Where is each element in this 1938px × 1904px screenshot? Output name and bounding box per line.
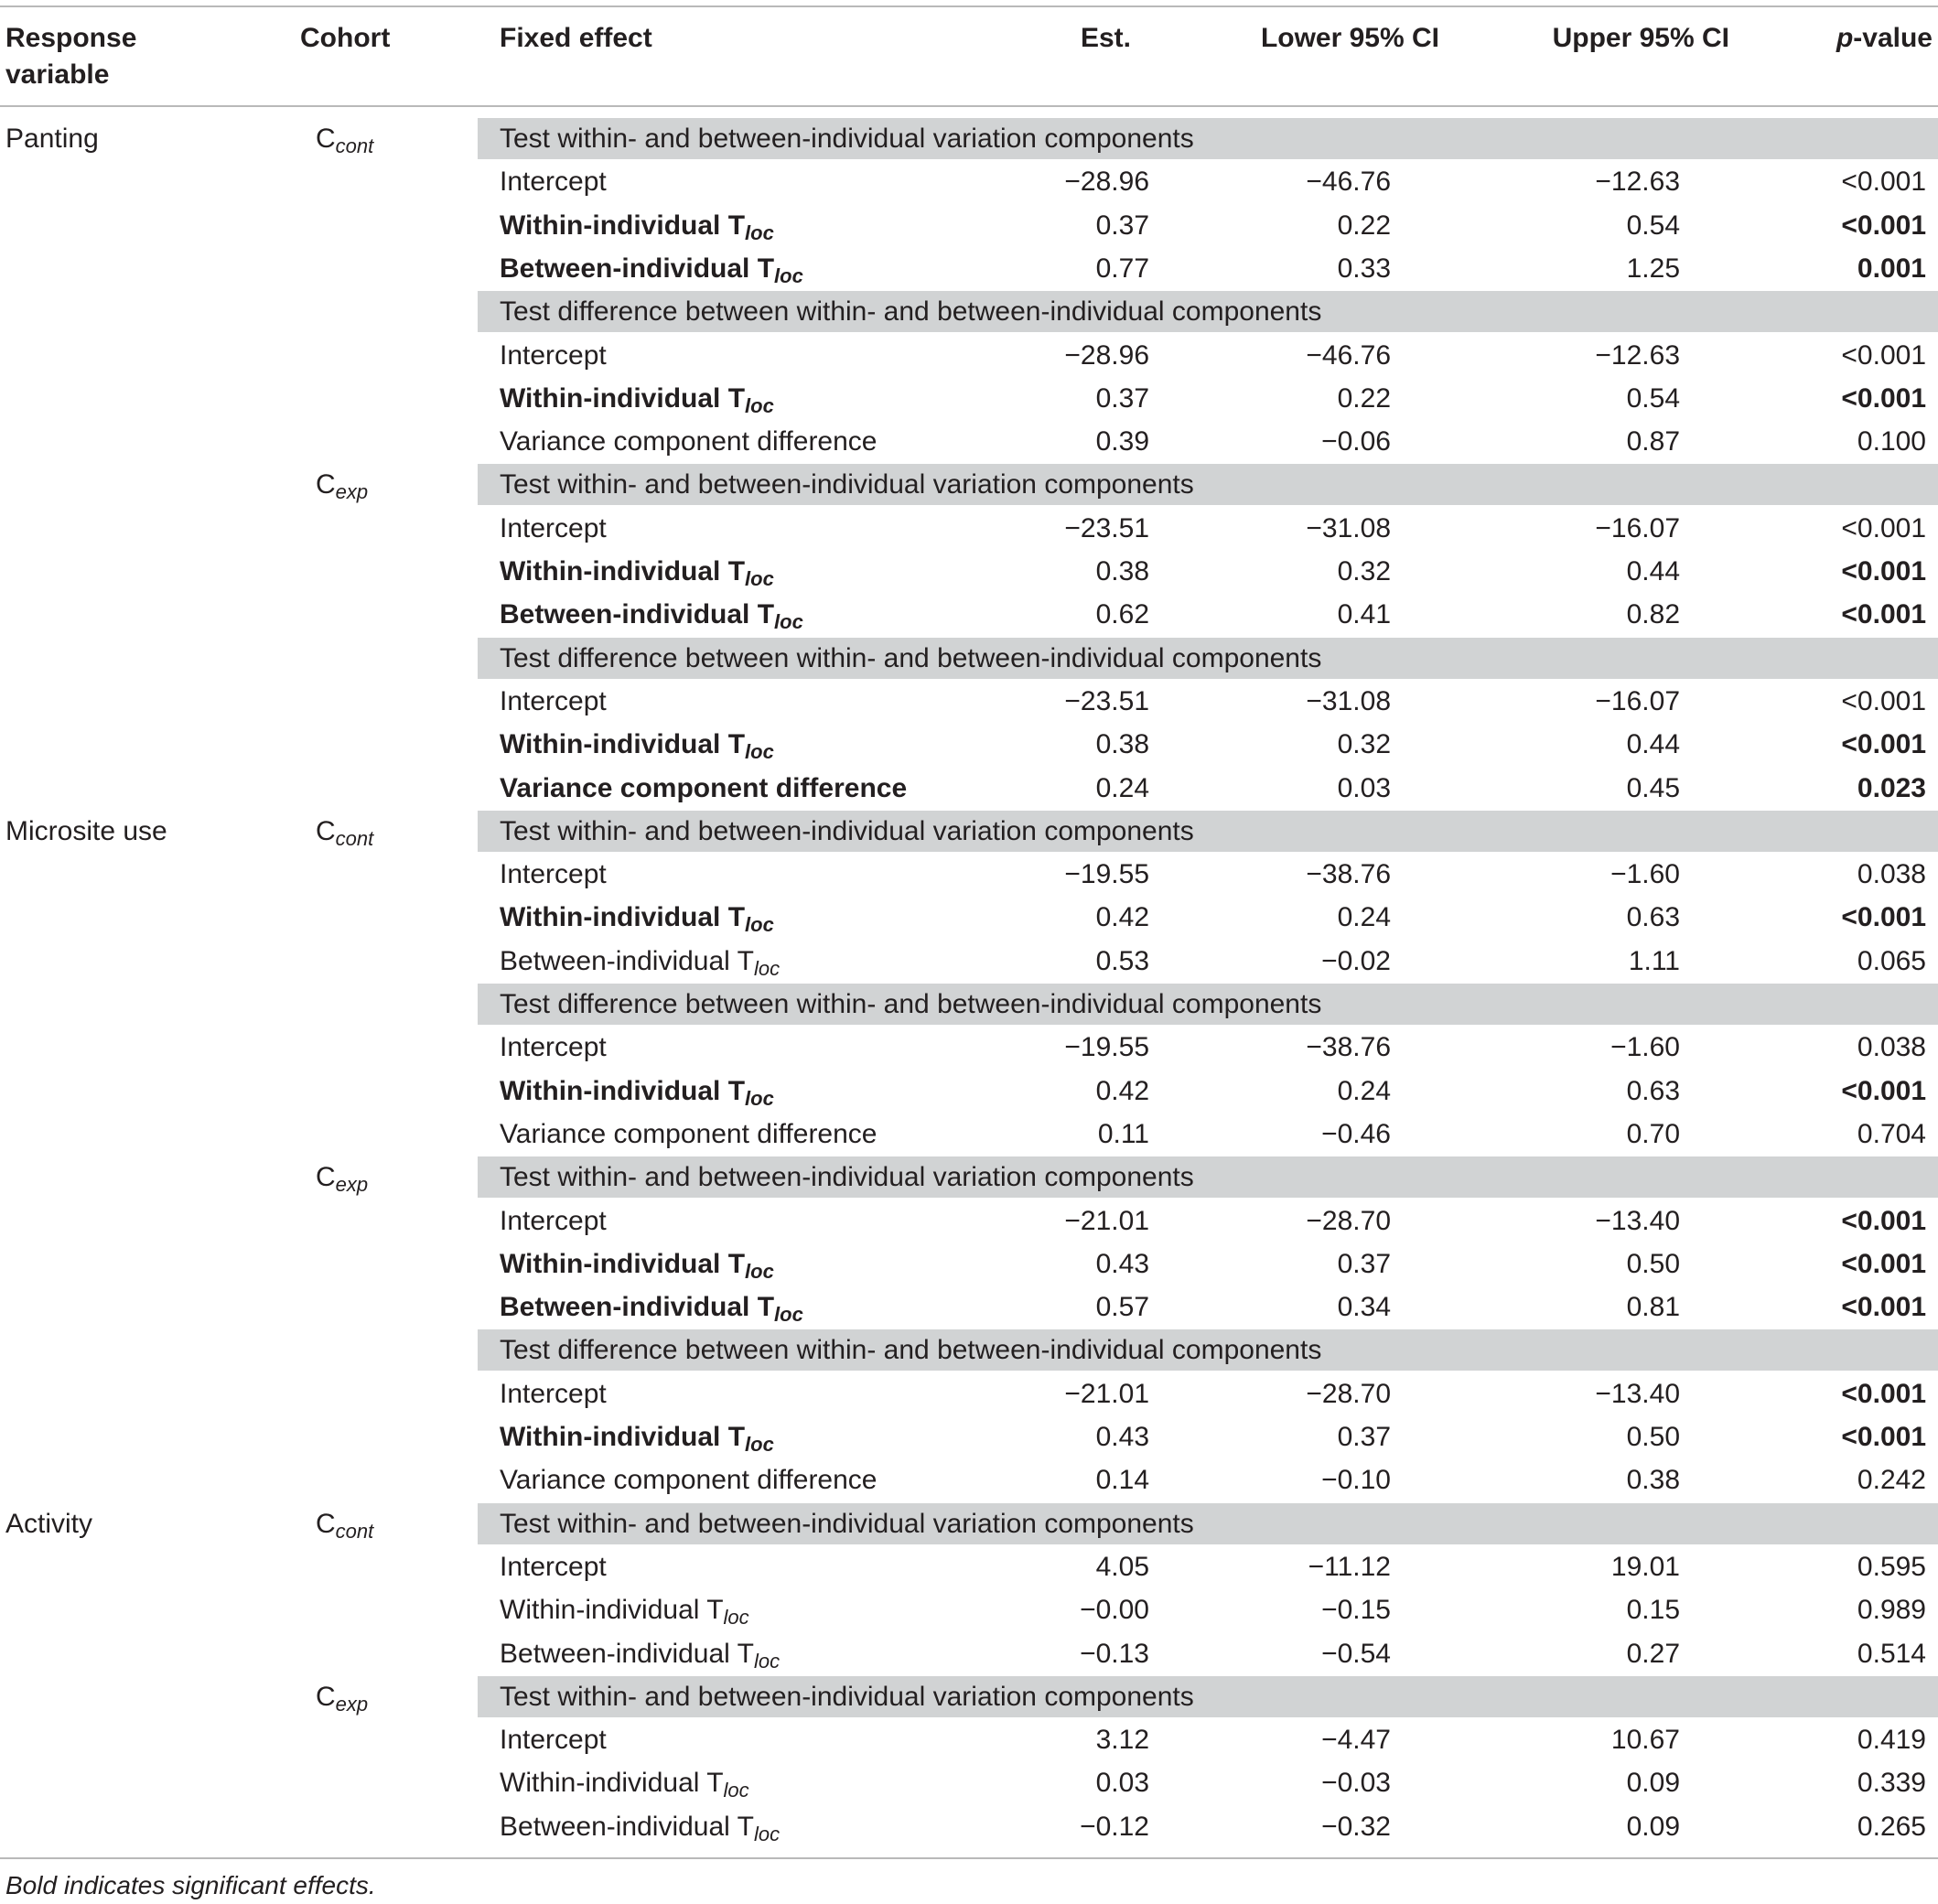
p-value-cell: <0.001 (1841, 1292, 1926, 1323)
section-row (0, 290, 1938, 333)
fixed-effect-text: Intercept (500, 1032, 607, 1063)
fixed-effect-text: Between-individual T (500, 945, 754, 976)
estimate-cell: 0.42 (1095, 1075, 1149, 1106)
estimate-cell: 0.43 (1095, 1248, 1149, 1279)
estimate-cell: 3.12 (1095, 1725, 1149, 1756)
p-value-cell: 0.038 (1857, 1032, 1926, 1063)
fixed-effect-subscript: loc (774, 610, 803, 634)
lower-ci-cell: 0.32 (1337, 556, 1391, 586)
table-row (0, 680, 1938, 723)
cohort-letter: C (316, 1162, 336, 1193)
section-label: Test within- and between-individual variation components (500, 815, 1194, 846)
estimate-cell: 0.24 (1095, 772, 1149, 803)
upper-ci-cell: 0.63 (1626, 1075, 1680, 1106)
fixed-effect-cell (500, 1205, 607, 1238)
lower-ci-cell: 0.34 (1337, 1292, 1391, 1323)
lower-ci-cell: −0.32 (1321, 1811, 1391, 1842)
table-row (0, 1545, 1938, 1588)
table-row (0, 550, 1938, 593)
fixed-effect-text: Variance component difference (500, 1465, 877, 1496)
p-value-cell: <0.001 (1841, 1075, 1926, 1106)
fixed-effect-cell (500, 901, 774, 937)
header-lower-ci: Lower 95% CI (1260, 23, 1439, 53)
cohort-cell (316, 468, 369, 504)
cohort-cell (316, 1681, 368, 1714)
cohort-letter: C (316, 1681, 336, 1712)
section-label: Test difference between within- and between-individual components (500, 642, 1322, 673)
fixed-effect-text: Intercept (500, 339, 607, 371)
fixed-effect-text: Intercept (500, 1551, 607, 1582)
estimate-cell: −23.51 (1064, 685, 1149, 716)
lower-ci-cell: −0.06 (1321, 426, 1391, 457)
upper-ci-cell: 0.09 (1626, 1811, 1680, 1842)
response-variable-cell: Microsite use (5, 815, 167, 846)
section-label: Test within- and between-individual variation components (500, 1162, 1194, 1193)
table-row (0, 1458, 1938, 1501)
p-value-cell: <0.001 (1841, 1205, 1926, 1236)
table-row (0, 767, 1938, 810)
fixed-effect-text: Variance component difference (500, 772, 908, 803)
estimate-cell: 4.05 (1095, 1551, 1149, 1582)
section-label: Test within- and between-individual variation components (500, 124, 1194, 154)
header-upper-ci: Upper 95% CI (1552, 23, 1729, 53)
estimate-cell: −19.55 (1064, 859, 1149, 890)
p-value-cell: <0.001 (1841, 512, 1926, 543)
table-row (0, 853, 1938, 896)
upper-ci-cell: 0.70 (1626, 1118, 1680, 1149)
fixed-effect-cell (500, 425, 877, 458)
estimate-cell: −19.55 (1064, 1032, 1149, 1063)
table-row (0, 1588, 1938, 1631)
lower-ci-cell: −38.76 (1306, 859, 1391, 890)
fixed-effect-cell (500, 1638, 780, 1671)
cohort-subscript: cont (335, 134, 374, 157)
fixed-effect-text: Intercept (500, 1205, 607, 1236)
estimate-cell: −21.01 (1064, 1378, 1149, 1409)
lower-ci-cell: −46.76 (1306, 339, 1391, 371)
p-value-cell: <0.001 (1841, 685, 1926, 716)
p-value-cell: <0.001 (1841, 599, 1926, 630)
bottom-rule (0, 1857, 1938, 1859)
fixed-effect-cell (500, 512, 607, 545)
fixed-effect-cell (500, 1594, 749, 1630)
fixed-effect-cell (500, 772, 907, 805)
response-variable-cell: Panting (5, 124, 99, 154)
lower-ci-cell: −28.70 (1306, 1205, 1391, 1236)
fixed-effect-cell (500, 1724, 607, 1757)
fixed-effect-cell (500, 555, 774, 588)
p-value-cell: 0.065 (1857, 945, 1926, 976)
p-value-cell: 0.514 (1857, 1638, 1926, 1669)
p-value-cell: 0.001 (1857, 253, 1926, 284)
upper-ci-cell: 0.09 (1626, 1768, 1680, 1799)
table-row (0, 1805, 1938, 1848)
upper-ci-cell: −12.63 (1595, 339, 1680, 371)
estimate-cell: −28.96 (1064, 167, 1149, 198)
fixed-effect-subscript: loc (753, 1822, 781, 1845)
fixed-effect-text: Within-individual T (500, 1248, 746, 1279)
fixed-effect-text: Within-individual T (500, 210, 746, 241)
fixed-effect-cell (500, 1378, 607, 1411)
upper-ci-cell: −1.60 (1610, 859, 1680, 890)
section-row (0, 1675, 1938, 1718)
fixed-effect-cell (500, 382, 774, 415)
fixed-effect-text: Intercept (500, 685, 607, 716)
table-row (0, 247, 1938, 290)
upper-ci-cell: 0.81 (1626, 1292, 1680, 1323)
fixed-effect-text: Between-individual T (500, 1292, 775, 1323)
p-value-cell: 0.704 (1857, 1118, 1926, 1149)
section-row (0, 637, 1938, 680)
upper-ci-cell: 19.01 (1610, 1551, 1680, 1582)
fixed-effect-subscript: loc (774, 1303, 803, 1327)
p-value-cell: 0.038 (1857, 859, 1926, 890)
cohort-letter: C (316, 124, 336, 154)
p-value-cell: 0.100 (1857, 426, 1926, 457)
p-value-cell: <0.001 (1841, 729, 1926, 760)
lower-ci-cell: −28.70 (1306, 1378, 1391, 1409)
fixed-effect-cell (500, 858, 607, 891)
section-row (0, 983, 1938, 1026)
fixed-effect-text: Within-individual T (500, 902, 746, 933)
fixed-effect-subscript: loc (774, 264, 803, 287)
header-rule (0, 105, 1938, 107)
table-row (0, 1070, 1938, 1113)
fixed-effect-cell (500, 945, 780, 978)
upper-ci-cell: −16.07 (1595, 685, 1680, 716)
upper-ci-cell: 0.27 (1626, 1638, 1680, 1669)
p-value-cell: <0.001 (1841, 902, 1926, 933)
section-row (0, 117, 1938, 160)
estimate-cell: −28.96 (1064, 339, 1149, 371)
fixed-effect-cell (500, 728, 774, 764)
cohort-subscript: exp (335, 480, 369, 504)
table-row (0, 1199, 1938, 1242)
upper-ci-cell: 0.63 (1626, 902, 1680, 933)
estimate-cell: 0.37 (1095, 382, 1149, 414)
p-value-cell: <0.001 (1841, 167, 1926, 198)
fixed-effect-text: Within-individual T (500, 1768, 724, 1799)
table-row (0, 1372, 1938, 1415)
upper-ci-cell: −16.07 (1595, 512, 1680, 543)
fixed-effect-subscript: loc (745, 393, 774, 417)
estimate-cell: 0.37 (1095, 210, 1149, 241)
table-row (0, 334, 1938, 377)
fixed-effect-text: Between-individual T (500, 253, 775, 284)
cohort-letter: C (316, 1508, 336, 1539)
cohort-subscript: exp (335, 1692, 369, 1716)
p-value-cell: 0.023 (1857, 772, 1926, 803)
p-value-cell: <0.001 (1841, 1248, 1926, 1279)
estimate-cell: −23.51 (1064, 512, 1149, 543)
section-label: Test within- and between-individual variation components (500, 469, 1194, 500)
fixed-effect-cell (500, 1118, 877, 1151)
cohort-subscript: cont (335, 1519, 374, 1543)
lower-ci-cell: −0.46 (1321, 1118, 1391, 1149)
footnote: Bold indicates significant effects. (5, 1871, 376, 1899)
fixed-effect-cell (500, 1811, 780, 1844)
p-value-cell: <0.001 (1841, 339, 1926, 371)
cohort-subscript: exp (335, 1173, 369, 1197)
upper-ci-cell: −12.63 (1595, 167, 1680, 198)
upper-ci-cell: 0.87 (1626, 426, 1680, 457)
estimate-cell: 0.14 (1095, 1465, 1149, 1496)
fixed-effect-text: Between-individual T (500, 1811, 754, 1842)
lower-ci-cell: −31.08 (1306, 685, 1391, 716)
table-row (0, 204, 1938, 247)
fixed-effect-subscript: loc (745, 221, 774, 244)
fixed-effect-subscript: loc (745, 1259, 774, 1283)
cohort-letter: C (316, 469, 336, 500)
upper-ci-cell: 1.25 (1626, 253, 1680, 284)
table-row (0, 1285, 1938, 1328)
estimate-cell: 0.03 (1095, 1768, 1149, 1799)
fixed-effect-cell (500, 1464, 877, 1497)
fixed-effect-subscript: loc (745, 913, 774, 937)
section-label: Test difference between within- and between-individual components (500, 1335, 1322, 1366)
section-label: Test within- and between-individual variation components (500, 1681, 1194, 1712)
section-row (0, 810, 1938, 853)
upper-ci-cell: 0.45 (1626, 772, 1680, 803)
lower-ci-cell: −38.76 (1306, 1032, 1391, 1063)
p-value-cell: 0.242 (1857, 1465, 1926, 1496)
cohort-cell (316, 123, 373, 156)
lower-ci-cell: 0.24 (1337, 902, 1391, 933)
p-value-cell: <0.001 (1841, 556, 1926, 586)
fixed-effect-cell (500, 253, 803, 285)
table-row (0, 1718, 1938, 1761)
estimate-cell: 0.39 (1095, 426, 1149, 457)
fixed-effect-cell (500, 1291, 803, 1327)
fixed-effect-cell (500, 166, 607, 199)
lower-ci-cell: −0.15 (1321, 1595, 1391, 1626)
estimate-cell: 0.77 (1095, 253, 1149, 284)
fixed-effect-cell (500, 1767, 749, 1800)
header-response-variable: Response variable (5, 23, 137, 90)
lower-ci-cell: −11.12 (1308, 1551, 1391, 1582)
fixed-effect-cell (500, 1421, 774, 1454)
upper-ci-cell: −13.40 (1595, 1378, 1680, 1409)
table-row (0, 507, 1938, 550)
table-row (0, 377, 1938, 420)
response-variable-cell: Activity (5, 1508, 93, 1539)
fixed-effect-subscript: loc (745, 1433, 774, 1456)
lower-ci-cell: 0.37 (1337, 1248, 1391, 1279)
fixed-effect-text: Within-individual T (500, 382, 746, 414)
fixed-effect-cell (500, 685, 607, 718)
upper-ci-cell: −1.60 (1610, 1032, 1680, 1063)
lower-ci-cell: −0.03 (1321, 1768, 1391, 1799)
estimate-cell: 0.38 (1095, 556, 1149, 586)
section-row (0, 1156, 1938, 1199)
estimate-cell: 0.43 (1095, 1422, 1149, 1452)
table-row (0, 160, 1938, 203)
upper-ci-cell: 0.54 (1626, 382, 1680, 414)
fixed-effect-subscript: loc (745, 740, 774, 764)
p-value-cell: <0.001 (1841, 382, 1926, 414)
fixed-effect-subscript: loc (753, 1649, 781, 1673)
upper-ci-cell: 0.54 (1626, 210, 1680, 241)
p-value-cell: 0.989 (1857, 1595, 1926, 1626)
upper-ci-cell: 10.67 (1610, 1725, 1680, 1756)
upper-ci-cell: 0.50 (1626, 1422, 1680, 1452)
section-label: Test within- and between-individual variation components (500, 1508, 1194, 1539)
upper-ci-cell: 0.44 (1626, 556, 1680, 586)
fixed-effect-subscript: loc (745, 567, 774, 590)
fixed-effect-text: Within-individual T (500, 729, 746, 760)
lower-ci-cell: 0.41 (1337, 599, 1391, 630)
table-row (0, 1415, 1938, 1458)
estimate-cell: −21.01 (1064, 1205, 1149, 1236)
cohort-letter: C (316, 815, 336, 846)
upper-ci-cell: 0.15 (1626, 1595, 1680, 1626)
table-row (0, 896, 1938, 939)
lower-ci-cell: 0.33 (1337, 253, 1391, 284)
lower-ci-cell: 0.37 (1337, 1422, 1391, 1452)
lower-ci-cell: −0.10 (1321, 1465, 1391, 1496)
upper-ci-cell: 1.11 (1628, 945, 1680, 976)
estimate-cell: 0.42 (1095, 902, 1149, 933)
fixed-effect-text: Intercept (500, 1378, 607, 1409)
upper-ci-cell: 0.82 (1626, 599, 1680, 630)
header-p-italic: p (1836, 23, 1854, 53)
lower-ci-cell: 0.32 (1337, 729, 1391, 760)
cohort-subscript: cont (335, 826, 374, 850)
fixed-effect-text: Within-individual T (500, 1422, 746, 1452)
fixed-effect-text: Between-individual T (500, 599, 775, 630)
estimate-cell: 0.38 (1095, 729, 1149, 760)
fixed-effect-text: Within-individual T (500, 1075, 746, 1106)
upper-ci-cell: −13.40 (1595, 1205, 1680, 1236)
fixed-effect-text: Intercept (500, 1725, 607, 1756)
fixed-effect-text: Intercept (500, 512, 607, 543)
lower-ci-cell: −46.76 (1306, 167, 1391, 198)
table-row (0, 1242, 1938, 1285)
fixed-effect-cell (500, 1075, 774, 1108)
fixed-effect-cell (500, 210, 774, 242)
fixed-effect-cell (500, 339, 607, 372)
estimate-cell: −0.12 (1080, 1811, 1149, 1842)
p-value-cell: <0.001 (1841, 1422, 1926, 1452)
p-value-cell: 0.595 (1857, 1551, 1926, 1582)
p-value-cell: 0.419 (1857, 1725, 1926, 1756)
estimate-cell: 0.57 (1095, 1292, 1149, 1323)
estimate-cell: −0.00 (1080, 1595, 1149, 1626)
lower-ci-cell: −0.54 (1321, 1638, 1391, 1669)
fixed-effect-cell (500, 1031, 607, 1064)
header-p-value (1836, 20, 1933, 57)
lower-ci-cell: 0.22 (1337, 210, 1391, 241)
table-row (0, 940, 1938, 983)
estimate-cell: 0.53 (1095, 945, 1149, 976)
upper-ci-cell: 0.38 (1626, 1465, 1680, 1496)
fixed-effect-text: Variance component difference (500, 426, 877, 457)
fixed-effect-text: Intercept (500, 167, 607, 198)
table-row (0, 1761, 1938, 1804)
cohort-cell (316, 815, 373, 848)
fixed-effect-subscript: loc (745, 1086, 774, 1110)
p-value-cell: 0.265 (1857, 1811, 1926, 1842)
table-row (0, 420, 1938, 463)
section-label: Test difference between within- and between-individual components (500, 296, 1322, 328)
lower-ci-cell: 0.03 (1337, 772, 1391, 803)
fixed-effect-text: Between-individual T (500, 1638, 754, 1669)
table-row (0, 723, 1938, 766)
lower-ci-cell: 0.24 (1337, 1075, 1391, 1106)
fixed-effect-text: Intercept (500, 859, 607, 890)
estimate-cell: −0.13 (1080, 1638, 1149, 1669)
fixed-effect-subscript: loc (723, 1606, 749, 1630)
fixed-effect-subscript: loc (723, 1779, 749, 1802)
fixed-effect-text: Within-individual T (500, 1595, 724, 1626)
lower-ci-cell: −31.08 (1306, 512, 1391, 543)
fixed-effect-cell (500, 1551, 607, 1584)
fixed-effect-cell (500, 1248, 774, 1281)
top-rule (0, 5, 1938, 7)
p-value-cell: <0.001 (1841, 210, 1926, 241)
estimate-cell: 0.62 (1095, 599, 1149, 630)
lower-ci-cell: 0.22 (1337, 382, 1391, 414)
table-row (0, 1113, 1938, 1156)
table-row (0, 593, 1938, 636)
fixed-effect-text: Within-individual T (500, 556, 746, 586)
section-row (0, 1502, 1938, 1545)
estimate-cell: 0.11 (1097, 1118, 1149, 1149)
table-row (0, 1632, 1938, 1675)
p-value-cell: 0.339 (1857, 1768, 1926, 1799)
section-row (0, 1328, 1938, 1372)
header-p-suffix: -value (1853, 23, 1933, 53)
cohort-cell (316, 1161, 369, 1197)
cohort-cell (316, 1508, 373, 1541)
fixed-effect-subscript: loc (753, 956, 781, 980)
lower-ci-cell: −0.02 (1321, 945, 1391, 976)
upper-ci-cell: 0.50 (1626, 1248, 1680, 1279)
table-row (0, 1026, 1938, 1069)
fixed-effect-text: Variance component difference (500, 1118, 877, 1149)
section-label: Test difference between within- and between-individual components (500, 989, 1322, 1019)
fixed-effect-cell (500, 598, 803, 634)
lower-ci-cell: −4.47 (1321, 1725, 1391, 1756)
header-fixed-effect: Fixed effect (500, 23, 652, 53)
p-value-cell: <0.001 (1841, 1378, 1926, 1409)
section-row (0, 463, 1938, 506)
upper-ci-cell: 0.44 (1626, 729, 1680, 760)
header-cohort: Cohort (300, 23, 391, 53)
header-est: Est. (1080, 23, 1131, 53)
